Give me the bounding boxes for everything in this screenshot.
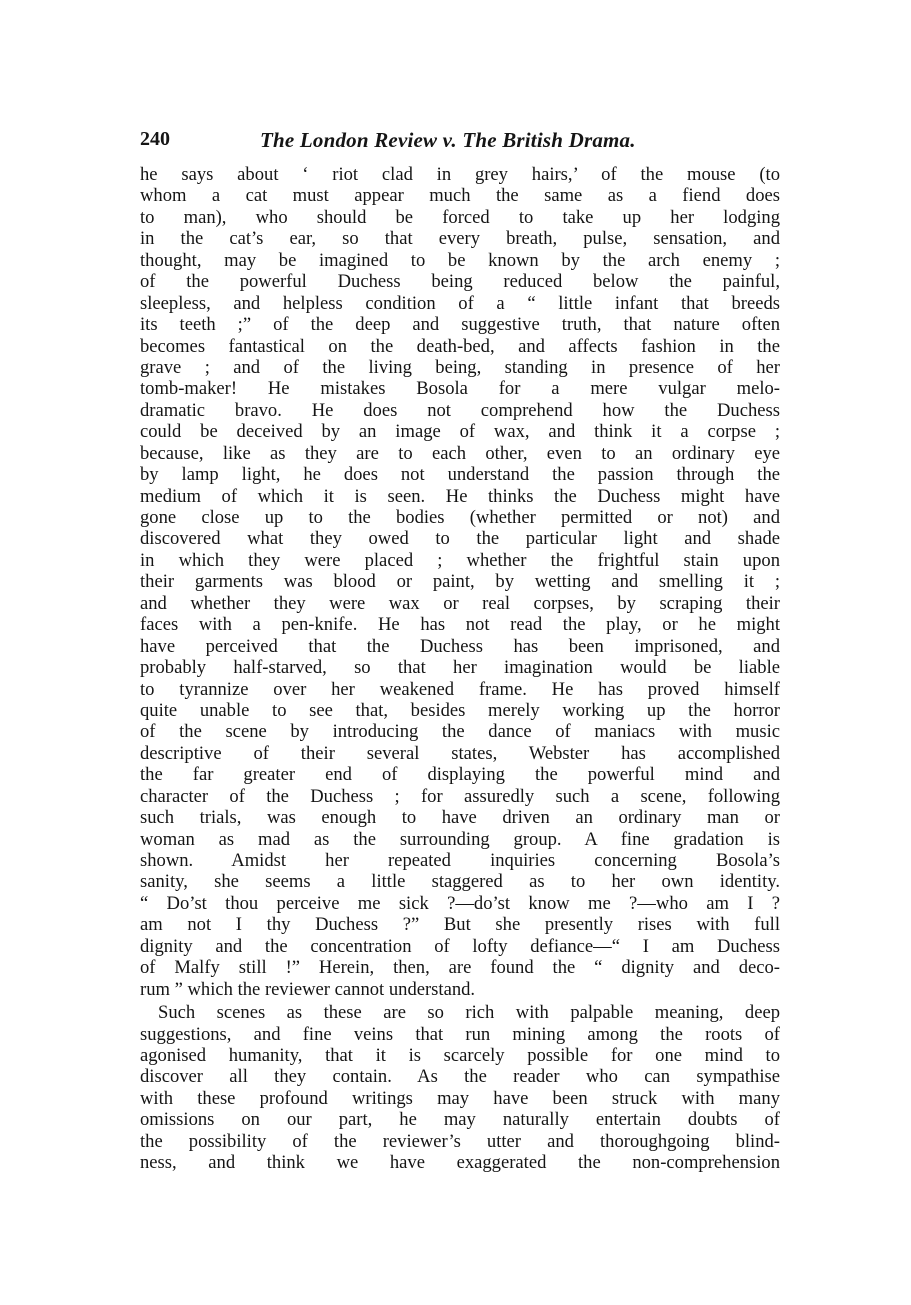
running-head <box>140 128 780 164</box>
text-line: could be deceived by an image of wax, and think it a corpse ; <box>140 421 780 443</box>
text-line: probably half-starved, so that her imagination would be liable <box>140 657 780 679</box>
text-line: faces with a pen-knife. He has not read the play, or he might <box>140 614 780 636</box>
text-line: their garments was blood or paint, by wetting and smelling it ; <box>140 571 780 593</box>
page-number: 240 <box>140 128 170 150</box>
text-line: discover all they contain. As the reader who can sympathise <box>140 1066 780 1088</box>
text-line: and whether they were wax or real corpses, by scraping their <box>140 592 780 614</box>
text-line: shown. Amidst her repeated inquiries concerning Bosola’s <box>140 850 780 871</box>
text-line: to man), who should be forced to take up her lodging <box>140 206 780 228</box>
text-line: to tyrannize over her weakened frame. He has proved himself <box>140 678 780 700</box>
text-line: gone close up to the bodies (whether permitted or not) and <box>140 507 780 528</box>
text-line: because, like as they are to each other, even to an ordinary eye <box>140 442 780 464</box>
text-line: agonised humanity, that it is scarcely possible for one mind to <box>140 1044 780 1066</box>
text-line: by lamp light, he does not understand the passion through the <box>140 464 780 486</box>
text-line: quite unable to see that, besides merely working up the horror <box>140 699 780 721</box>
text-line: such trials, was enough to have driven an ordinary man or <box>140 807 780 829</box>
text-line: medium of which it is seen. He thinks the Duchess might have <box>140 485 780 507</box>
text-line: character of the Duchess ; for assuredly such a scene, following <box>140 785 780 807</box>
text-line: discovered what they owed to the particular light and shade <box>140 528 780 550</box>
text-line: suggestions, and fine veins that run mining among the roots of <box>140 1023 780 1045</box>
running-title: The London Review v. The British Drama. <box>260 128 636 152</box>
text-line: rum ” which the reviewer cannot understand. <box>140 978 476 1000</box>
text-line: “ Do’st thou perceive me sick ?—do’st know me ?—who am I ? <box>140 892 780 914</box>
text-line: omissions on our part, he may naturally entertain doubts of <box>140 1109 780 1131</box>
text-line: descriptive of their several states, Webster has accomplished <box>140 742 780 764</box>
text-line: tomb-maker! He mistakes Bosola for a mere vulgar melo- <box>140 378 780 400</box>
text-line: woman as mad as the surrounding group. A fine gradation is <box>140 828 780 850</box>
text-line: of the scene by introducing the dance of maniacs with music <box>140 721 780 743</box>
text-line: the far greater end of displaying the powerful mind and <box>140 764 780 786</box>
text-line: the possibility of the reviewer’s utter and thoroughgoing blind- <box>140 1130 780 1152</box>
text-line: have perceived that the Duchess has been imprisoned, and <box>140 635 780 657</box>
page <box>140 128 780 1174</box>
body-text <box>140 164 780 1174</box>
text-line: becomes fantastical on the death-bed, and affects fashion in the <box>140 335 780 357</box>
text-line: of the powerful Duchess being reduced below the painful, <box>140 271 780 293</box>
text-line: sleepless, and helpless condition of a “ little infant that breeds <box>140 292 780 314</box>
text-line: its teeth ;” of the deep and suggestive truth, that nature often <box>140 314 780 336</box>
text-line: dramatic bravo. He does not comprehend how the Duchess <box>140 399 780 421</box>
text-line: grave ; and of the living being, standing in presence of her <box>140 356 780 378</box>
text-line: whom a cat must appear much the same as a fiend does <box>140 185 780 207</box>
text-line: in which they were placed ; whether the frightful stain upon <box>140 549 780 571</box>
text-line: am not I thy Duchess ?” But she presently rises with full <box>140 914 780 936</box>
text-line: of Malfy still !” Herein, then, are found the “ dignity and deco- <box>140 957 780 979</box>
paragraph-1 <box>140 164 780 1000</box>
text-line: with these profound writings may have been struck with many <box>140 1087 780 1109</box>
text-line: he says about ‘ riot clad in grey hairs,’ of the mouse (to <box>140 164 780 185</box>
text-line: ness, and think we have exaggerated the non-comprehension <box>140 1152 780 1174</box>
text-line: in the cat’s ear, so that every breath, pulse, sensation, and <box>140 228 780 250</box>
text-line: sanity, she seems a little staggered as to her own identity. <box>140 871 780 893</box>
text-line: dignity and the concentration of lofty defiance—“ I am Duchess <box>140 935 780 957</box>
text-line: thought, may be imagined to be known by the arch enemy ; <box>140 249 780 271</box>
paragraph-2 <box>140 1002 780 1174</box>
text-line: Such scenes as these are so rich with palpable meaning, deep <box>158 1002 780 1024</box>
